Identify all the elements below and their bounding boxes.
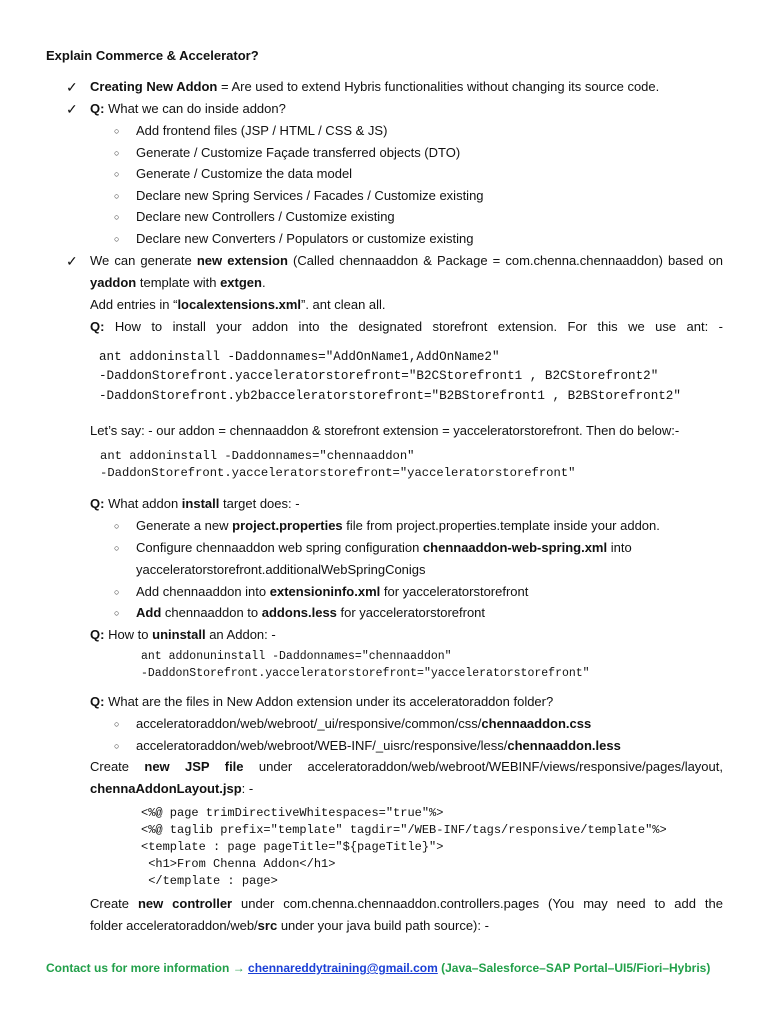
q-target-line: Q: What addon install target does: - bbox=[90, 496, 300, 511]
lets-say-line: Let’s say: - our addon = chennaaddon & storefront extension = yacceleratorstorefront. Then do below:- bbox=[90, 423, 680, 438]
circle-bullet-icon: ○ bbox=[114, 719, 120, 729]
circle-bullet-icon: ○ bbox=[114, 169, 120, 179]
list-item: Configure chennaaddon web spring configuration chennaaddon-web-spring.xml into bbox=[136, 540, 632, 555]
bullet-new-extension-line1: We can generate new extension (Called chennaaddon & Package = com.chenna.chennaaddon) based on bbox=[90, 253, 723, 268]
list-item: Add frontend files (JSP / HTML / CSS & JS) bbox=[136, 123, 388, 138]
list-item: Generate a new project.properties file from project.properties.template inside your addon. bbox=[136, 518, 660, 533]
localextensions-line: Add entries in “localextensions.xml”. ant clean all. bbox=[90, 297, 386, 312]
create-jsp-line2: chennaAddonLayout.jsp: - bbox=[90, 781, 254, 796]
email-link[interactable]: chennareddytraining@gmail.com bbox=[248, 961, 438, 975]
list-item: Generate / Customize the data model bbox=[136, 166, 353, 181]
check-icon: ✓ bbox=[66, 79, 78, 95]
create-jsp-line1: Create new JSP file under acceleratoraddon/web/webroot/WEBINF/views/responsive/pages/layout, bbox=[90, 759, 723, 774]
list-item: Add chennaaddon to addons.less for yacceleratorstorefront bbox=[136, 605, 486, 620]
list-item: Generate / Customize Façade transferred objects (DTO) bbox=[136, 145, 461, 160]
code-line: <h1>From Chenna Addon</h1> bbox=[141, 857, 336, 871]
circle-bullet-icon: ○ bbox=[114, 212, 120, 222]
code-line: -DaddonStorefront.yacceleratorstorefront="B2CStorefront1 , B2CStorefront2" bbox=[99, 369, 659, 383]
check-icon: ✓ bbox=[66, 101, 78, 117]
list-item-continuation: yacceleratorstorefront.additionalWebSpringConigs bbox=[136, 562, 426, 577]
code-line: ant addoninstall -Daddonnames="chennaaddon" bbox=[100, 449, 415, 463]
code-line: <template : page pageTitle="${pageTitle}"> bbox=[141, 840, 444, 854]
q-install-line: Q: How to install your addon into the designated storefront extension. For this we use ant: - bbox=[90, 319, 723, 334]
list-item: Add chennaaddon into extensioninfo.xml for yacceleratorstorefront bbox=[136, 584, 529, 599]
code-line: <%@ taglib prefix="template" tagdir="/WEB-INF/tags/responsive/template"%> bbox=[141, 823, 667, 837]
circle-bullet-icon: ○ bbox=[114, 608, 120, 618]
list-item: Declare new Spring Services / Facades / Customize existing bbox=[136, 188, 484, 203]
circle-bullet-icon: ○ bbox=[114, 587, 120, 597]
circle-bullet-icon: ○ bbox=[114, 521, 120, 531]
arrow-right-icon: → bbox=[232, 961, 245, 975]
q-files-line: Q: What are the files in New Addon extension under its acceleratoraddon folder? bbox=[90, 694, 554, 709]
create-controller-line1: Create new controller under com.chenna.chennaaddon.controllers.pages (You may need to add the bbox=[90, 896, 723, 911]
code-line: ant addonuninstall -Daddonnames="chennaaddon" bbox=[141, 650, 452, 663]
code-line: -DaddonStorefront.yb2bacceleratorstorefront="B2BStorefront1 , B2BStorefront2" bbox=[99, 389, 681, 403]
page-heading: Explain Commerce & Accelerator? bbox=[46, 48, 259, 63]
list-item: Declare new Controllers / Customize existing bbox=[136, 209, 395, 224]
circle-bullet-icon: ○ bbox=[114, 191, 120, 201]
list-item: acceleratoraddon/web/webroot/WEB-INF/_uisrc/responsive/less/chennaaddon.less bbox=[136, 738, 621, 753]
code-line: -DaddonStorefront.yacceleratorstorefront="yacceleratorstorefront" bbox=[100, 466, 576, 480]
code-line: -DaddonStorefront.yacceleratorstorefront="yacceleratorstorefront" bbox=[141, 667, 590, 680]
circle-bullet-icon: ○ bbox=[114, 148, 120, 158]
code-line: ant addoninstall -Daddonnames="AddOnName1,AddOnName2" bbox=[99, 350, 500, 364]
q-uninstall-line: Q: How to uninstall an Addon: - bbox=[90, 627, 276, 642]
circle-bullet-icon: ○ bbox=[114, 543, 120, 553]
bullet-creating-addon: Creating New Addon = Are used to extend Hybris functionalities without changing its source code. bbox=[90, 79, 660, 94]
list-item: Declare new Converters / Populators or customize existing bbox=[136, 231, 474, 246]
bullet-q-addon: Q: What we can do inside addon? bbox=[90, 101, 286, 116]
list-item: acceleratoraddon/web/webroot/_ui/responsive/common/css/chennaaddon.css bbox=[136, 716, 592, 731]
check-icon: ✓ bbox=[66, 253, 78, 269]
code-line: </template : page> bbox=[141, 874, 278, 888]
code-line: <%@ page trimDirectiveWhitespaces="true"%> bbox=[141, 806, 444, 820]
circle-bullet-icon: ○ bbox=[114, 126, 120, 136]
bullet-new-extension-line2: yaddon template with extgen. bbox=[90, 275, 266, 290]
circle-bullet-icon: ○ bbox=[114, 741, 120, 751]
footer-contact: Contact us for more information → chennareddytraining@gmail.com (Java–Salesforce–SAP Portal–UI5/Fiori–Hybris) bbox=[46, 961, 711, 975]
create-controller-line2: folder acceleratoraddon/web/src under your java build path source): - bbox=[90, 918, 489, 933]
circle-bullet-icon: ○ bbox=[114, 234, 120, 244]
